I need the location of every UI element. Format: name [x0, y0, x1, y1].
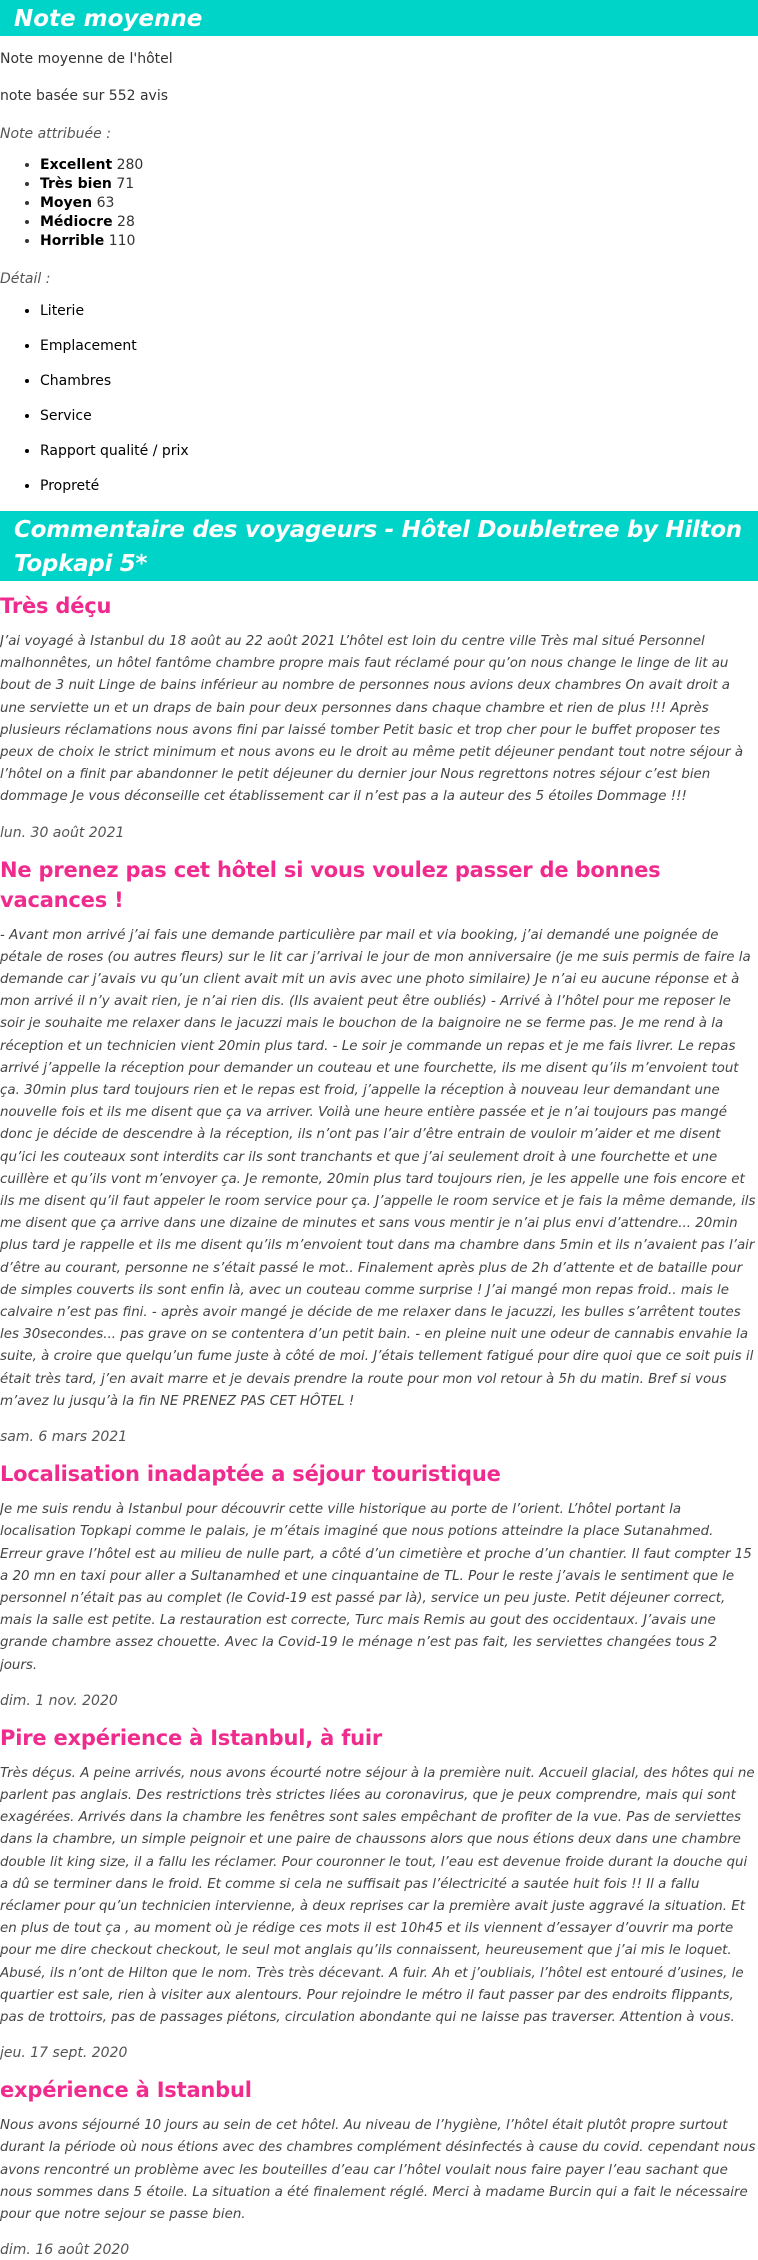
rating-block: [0, 49, 758, 496]
rating-count: 28: [117, 214, 135, 230]
review-title: Localisation inadaptée a séjour touristique: [0, 1462, 501, 1487]
review-date: lun. 30 août 2021: [0, 824, 125, 841]
review-body: Très déçus. A peine arrivés, nous avons écourté notre séjour à la première nuit. Accueil glacial, des hôtes qui ne parlent pas anglais. Des restrictions très strictes liées au coronavirus, que je peux comprendre, mais qui sont exagérées. Arrivés dans la chambre les fenêtres sont sales empêchant de profiter de la vue. Pas de serviettes dans la chambre, un simple peignoir et une paire de chaussons alors que nous étions deux dans une chambre double lit king size, il a fallu les réclamer. Pour couronner le tout, l’eau est devenue froide durant la douche qui a dû se terminer dans le froid. Et comme si cela ne suffisait pas l’électricité a sautée huit fois !! Il a fallu réclamer pour qu’un technicien intervienne, à deux reprises car la première avait juste aggravé la situation. Et en plus de tout ça , au moment où je rédige ces mots il est 10h45 et ils viennent d’essayer d’ouvrir ma porte pour me dire checkout checkout, le seul mot anglais qu’ils connaissent, heureusement que j’ai mis le loquet. Abusé, ils n’ont de Hilton que le nom. Très très décevant. A fuir. Ah et j’oubliais, l’hôtel est entouré d’usines, le quartier est sale, rien à visiter aux alentours. Pour rejoindre le métro il faut passer par des endroits flippants, pas de trottoirs, pas de passages piétons, circulation abondante qui ne laisse pas traverser. Attention à vous.: [0, 1765, 755, 2025]
review-title: expérience à Istanbul: [0, 2078, 252, 2103]
rating-item-excellent: [40, 156, 758, 175]
detail-item-proprete: • Propreté: [40, 476, 758, 496]
review-item: [0, 855, 758, 1447]
rating-count: 71: [116, 176, 135, 192]
review-body: Nous avons séjourné 10 jours au sein de cet hôtel. Au niveau de l’hygiène, l’hôtel était plutôt propre surtout durant la période où nous étions avec des chambres complément désinfectés à cause du covid. cependant nous avons rencontré un problème avec les bouteilles d’eau car l’hôtel voulait nous faire payer l’eau sachant que nous sommes dans 5 étoile. La situation a été finalement réglé. Merci à madame Burcin qui a fait le nécessaire pour que notre sejour se passe bien.: [0, 2118, 756, 2222]
review-body: - Avant mon arrivé j’ai fais une demande particulière par mail et via booking, j’ai demandé une poignée de pétale de roses (ou autres fleurs) sur le lit car j’arrivai le jour de mon anniversaire (je me suis permis de faire la demande car j’avais vu qu’un client avait mit un avis avec une photo similaire) Je n’ai eu aucune réponse et à mon arrivé il n’y avait rien, je n’ai rien dis. (Ils avaient peut être oubliés) - Arrivé à l’hôtel pour me reposer le soir je souhaite me relaxer dans le jacuzzi mais le bouchon de la baignoire ne se ferme pas. Je me rend à la réception et un technicien vient 20min plus tard. - Le soir je commande un repas et je me fais livrer. Le repas arrivé j’appelle la réception pour demander un couteau et une fourchette, ils me disent qu’ils m’envoient tout ça. 30min plus tard toujours rien et le repas est froid, j’appelle la réception à nouveau leur demandant une nouvelle fois et ils me disent que ça va arriver. Voilà une heure entière passée et je n’ai toujours pas mangé donc je décide de descendre à la réception, ils n’ont pas l’air d’être entrain de vouloir m’aider et me disent qu’ici les couteaux sont interdits car ils sont tranchants et que j’ai seulement droit à une fourchette et une cuillère et qu’ils vont m’envoyer ça. Je remonte, 20min plus tard toujours rien, je les appelle une fois encore et ils me disent qu’il faut appeler le room service pour ça. J’appelle le room service et je fais la même demande, ils me disent que ça arrive dans une dizaine de minutes et sans vous mentir je n’ai plus envi d’attendre... 20min plus tard je rappelle et ils me disent qu’ils m’envoient tout dans ma chambre dans 5min et ils n’avaient pas l’air d’être au courant, personne ne s’était passé le mot.. Finalement après plus de 2h d’attente et de bataille pour de simples couverts ils sont enfin là, avec un couteau comme surprise ! J’ai mangé mon repas froid.. mais le calvaire n’est pas fini. - après avoir mangé je décide de me relaxer dans le jacuzzi, les bulles s’arrêtent toutes les 30secondes... pas grave on se contentera d’un petit bain. - en pleine nuit une odeur de cannabis envahie la suite, à croire que quelqu’un fume juste à côté de moi. J’étais tellement fatigué pour dire quoi que ce soit puis il était très tard, j’en avait marre et je devais prendre la route pour mon vol retour à 5h du matin. Bref si vous m’avez lu jusqu’à la fin NE PRENEZ PAS CET HÔTEL !: [0, 927, 756, 1409]
review-body: Je me suis rendu à Istanbul pour découvrir cette ville historique au porte de l’orient. L’hôtel portant la localisation Topkapi comme le palais, je m’étais imaginé que nous potions atteindre la place Sutanahmed. Erreur grave l’hôtel est au milieu de nulle part, a côté d’un cimetière et proche d’un chantier. Il faut compter 15 a 20 mn en taxi pour aller a Sultanamhed et une cinquantaine de TL. Pour le reste j’avais le sentiment que le personnel n’était pas au complet (le Covid-19 est passé par là), service un peu juste. Petit déjeuner correct, mais la salle est petite. La restauration est correcte, Turc mais Remis au gout des occidentaux. J’avais une grande chambre assez chouette. Avec la Covid-19 le ménage n’est pas fait, les serviettes changées tous 2 jours.: [0, 1502, 752, 1673]
based-on-text: note basée sur 552 avis: [0, 88, 169, 104]
review-date: dim. 1 nov. 2020: [0, 1692, 118, 1709]
rating-item-horrible: [40, 232, 758, 251]
rating-label: Moyen: [40, 195, 93, 211]
detail-list: [0, 301, 758, 496]
detail-item-literie: • Literie: [40, 301, 758, 321]
rating-count: 63: [96, 195, 115, 211]
review-date: dim. 16 août 2020: [0, 2242, 130, 2259]
review-date: sam. 6 mars 2021: [0, 1429, 128, 1446]
rating-label: Très bien: [40, 176, 112, 192]
rating-count: 280: [116, 157, 144, 173]
rating-list: [0, 156, 758, 251]
rating-label: Excellent: [40, 157, 113, 173]
review-date: jeu. 17 sept. 2020: [0, 2045, 128, 2062]
comments-section-title: Commentaire des voyageurs - Hôtel Doubletree by Hilton Topkapi 5*: [0, 511, 758, 581]
detail-item-emplacement: • Emplacement: [40, 336, 758, 356]
review-title: Ne prenez pas cet hôtel si vous voulez passer de bonnes vacances !: [0, 857, 661, 912]
average-label: Note moyenne de l'hôtel: [0, 51, 173, 67]
rating-label: Horrible: [40, 233, 105, 249]
detail-label: Détail :: [0, 271, 51, 287]
reviews-list: [0, 591, 758, 2260]
review-title: Pire expérience à Istanbul, à fuir: [0, 1725, 383, 1750]
review-item: [0, 1459, 758, 1711]
rating-count: 110: [108, 233, 136, 249]
attributed-label: Note attribuée :: [0, 126, 111, 142]
review-item: [0, 1723, 758, 2063]
detail-item-rapport-qualite-prix: • Rapport qualité / prix: [40, 441, 758, 461]
review-item: [0, 2075, 758, 2260]
detail-item-service: • Service: [40, 406, 758, 426]
rating-item-mediocre: [40, 213, 758, 232]
rating-label: Médiocre: [40, 214, 113, 230]
detail-item-chambres: • Chambres: [40, 371, 758, 391]
rating-item-moyen: [40, 194, 758, 213]
review-body: J’ai voyagé à Istanbul du 18 août au 22 août 2021 L’hôtel est loin du centre ville Très mal situé Personnel malhonnêtes, un hôtel fantôme chambre propre mais faut réclamé pour qu’on nous change le linge de lit au bout de 3 nuit Linge de bains inférieur au nombre de personnes nous avions deux chambres On avait droit a une serviette un et un draps de bain pour deux personnes dans chaque chambre et rien de plus !!! Après plusieurs réclamations nous avons fini par laissé tomber Petit basic et trop cher pour le buffet proposer tes peux de choix le strict minimum et nous avons eu le droit au même petit déjeuner pendant tout notre séjour à l’hôtel on a finit par abandonner le petit déjeuner du dernier jour Nous regrettons notres séjour c’est bien dommage Je vous déconseille cet établissement car il n’est pas a la auteur des 5 étoiles Dommage !!!: [0, 634, 744, 805]
rating-section-title: Note moyenne: [0, 0, 758, 36]
rating-item-tres-bien: [40, 175, 758, 194]
review-item: [0, 591, 758, 843]
review-title: Très déçu: [0, 594, 112, 618]
